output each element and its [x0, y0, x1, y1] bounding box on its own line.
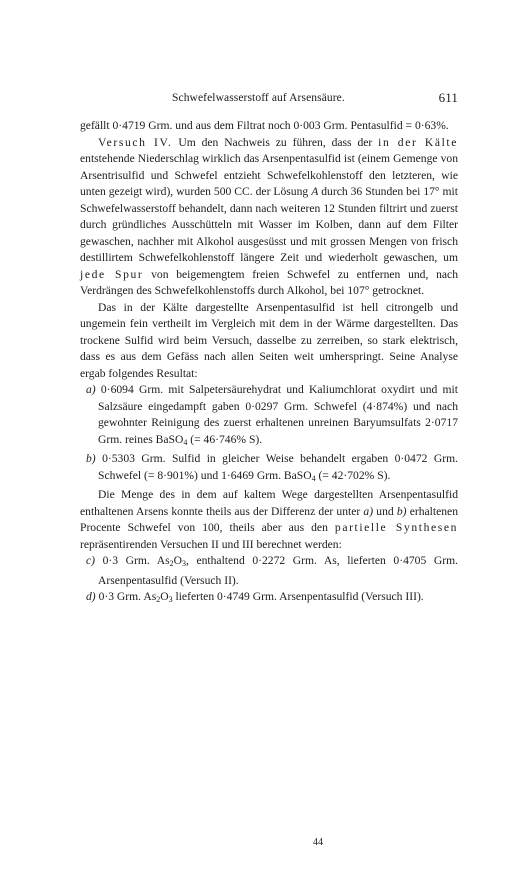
item-text: 0·3 Grm. As — [95, 554, 170, 567]
item-label: d) — [86, 590, 96, 603]
subscript: 2 — [156, 595, 161, 604]
paragraph-text: Um den Nachweis zu führen, dass der — [172, 135, 379, 149]
signature-mark: 44 — [313, 837, 323, 848]
paragraph-text: erhaltenen Procente Schwefel von 100, theils aber aus den — [80, 504, 458, 534]
emphasis-text: partielle Synthesen — [334, 521, 458, 534]
paragraph-text: Die Menge des in dem auf kaltem Wege dargestellten Arsenpentasulfid enthaltenen Arsens konnte theils aus der Differenz der unter — [80, 488, 458, 518]
list-item-b — [80, 451, 458, 487]
running-title: Schwefelwasserstoff auf Arsensäure. — [172, 92, 345, 104]
item-label: b) — [86, 452, 96, 465]
item-text: 0·3 Grm. As — [95, 590, 157, 603]
emphasis-text: in der Kälte — [378, 135, 458, 149]
item-label: c) — [86, 554, 96, 567]
paragraph-text: gefällt 0·4719 Grm. und aus dem Filtrat noch 0·003 Grm. Pentasulfid = 0·63%. — [80, 119, 449, 132]
paragraph-description — [80, 300, 458, 383]
paragraph-text: entstehende Niederschlag wirklich das Arsenpentasulfid ist (einem Gemenge von Arsentrisulfid und Schwefel entzieht Schwefelkohlenstoff den letzteren, wie unten gezeigt wird), wurden 500 CC. der Lösung — [80, 152, 458, 198]
paragraph-text: repräsentirenden Versuchen II und III berechnet werden: — [80, 537, 342, 551]
paragraph-text: von beigemengtem freien Schwefel zu entfernen und, nach Verdrängen des Schwefelkohlenstoffs durch Alkohol, bei 107° getrocknet. — [80, 267, 458, 297]
subscript: 2 — [169, 559, 174, 568]
body-text — [80, 118, 458, 609]
item-text: 0·6094 Grm. mit Salpetersäurehydrat und Kaliumchlorat oxydirt und mit Salzsäure eingedampft gaben 0·0297 Grm. Schwefel (4·874%) und nach gewohnter Reinigung des zuerst erhaltenen unreinen Baryumsulfats 2·0717 Grm. reines BaSO — [95, 383, 458, 446]
subscript: 4 — [183, 437, 188, 447]
paragraph-calculation — [80, 487, 458, 553]
item-text: lieferten 0·4749 Grm. Arsenpentasulfid (Versuch III). — [172, 590, 424, 603]
subscript: 3 — [181, 559, 186, 568]
item-reference: a) — [363, 504, 374, 518]
paragraph-continuation — [80, 118, 458, 135]
list-item-d — [80, 589, 458, 609]
paragraph-text: durch 36 Stunden bei 17° mit Schwefelwasserstoff behandelt, dann nach weiteren 12 Stunden filtrirt und zuerst durch gründliches Ausschütteln mit Wasser im Kolben, dann auf dem Filter gewaschen, nachher mit Alkohol ausgesüsst und mit grossen Mengen von frisch destillirtem Schwefelkohlenstoff längere Zeit und wiederholt gewaschen, um — [80, 185, 458, 264]
paragraph-text: Das in der Kälte dargestellte Arsenpentasulfid ist hell citrongelb und ungemein fein vertheilt im Vergleich mit dem in der Wärme dargestellten. Das trockene Sulfid wird beim Versuch, dasselbe zu zerreiben, so stark elektrisch, dass es aus dem Gefäss nach allen Seiten weit umherspringt. Seine Analyse ergab folgendes Resultat: — [80, 300, 458, 380]
emphasis-text: jede Spur — [80, 267, 144, 281]
item-text: (= 46·746% S). — [187, 432, 263, 446]
item-label: a) — [86, 383, 96, 396]
item-text: O — [160, 590, 169, 603]
subscript: 4 — [311, 473, 316, 483]
item-reference: b) — [396, 504, 407, 518]
item-text: 0·5303 Grm. Sulfid in gleicher Weise behandelt ergaben 0·0472 Grm. Schwefel (= 8·901%) und 1·6469 Grm. BaSO — [95, 452, 458, 482]
paragraph-versuch-iv — [80, 135, 458, 300]
solution-label: A — [311, 185, 319, 198]
list-item-a — [80, 382, 458, 451]
subscript: 3 — [168, 595, 173, 604]
item-text: , enthaltend 0·2272 Grm. As, lieferten 0·4705 Grm. Arsenpentasulfid (Versuch II). — [98, 554, 458, 587]
item-text: O — [173, 554, 182, 567]
item-text: (= 42·702% S). — [315, 468, 391, 482]
section-lead: Versuch IV. — [98, 135, 173, 149]
paragraph-text: und — [373, 504, 397, 518]
list-item-c — [80, 553, 458, 589]
page-number: 611 — [438, 90, 458, 105]
